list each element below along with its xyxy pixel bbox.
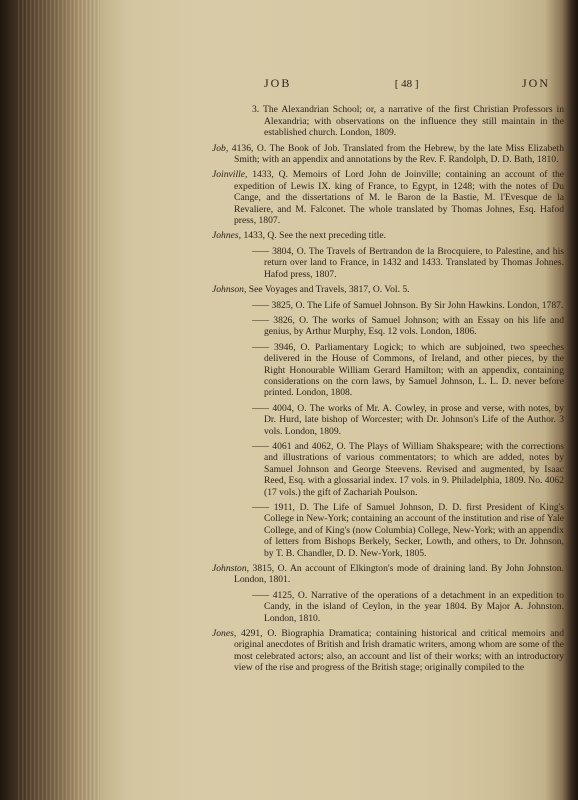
running-head-right: JON	[521, 76, 550, 90]
catalog-entry: Jones, 4291, O. Biographia Dramatica; containing historical and critical memoirs and original anecdotes of British and Irish dramatic writers, among whom are some of the most celebrated actors; also, an account and list of their works; with an introductory view of the rise and progress of the British stage; originally compiled to the	[212, 628, 564, 674]
running-head-left: JOB	[264, 76, 292, 90]
catalog-entry: Job, 4136, O. The Book of Job. Translated from the Hebrew, by the late Miss Elizabeth Smith; with an appendix and annotations by the Rev. F. Randolph, D. D. Bath, 1810.	[212, 142, 564, 166]
catalog-entry: —— 3825, O. The Life of Samuel Johnson. By Sir John Hawkins. London, 1787.	[252, 299, 564, 311]
catalog-entry: —— 3826, O. The works of Samuel Johnson; with an Essay on his life and genius, by Arthur Murphy, Esq. 12 vols. London, 1806.	[252, 314, 564, 338]
catalog-entry: Joinville, 1433, Q. Memoirs of Lord John de Joinville; containing an account of the expedition of Lewis IX. king of France, to Egypt, in 1248; with the notes of Du Cange, and the dissertations of M. le Baron de la Bastie, M. l'Evesque de la Revaliere, and M. Falconet. The whole translated by Thomas Johnes, Esq. Hafod press, 1807.	[212, 169, 564, 227]
page-text	[212, 78, 564, 678]
catalog-entry: Johnson, See Voyages and Travels, 3817, O. Vol. 5.	[212, 284, 410, 296]
running-head	[264, 78, 550, 90]
catalog-entry: —— 4004, O. The works of Mr. A. Cowley, in prose and verse, with notes, by Dr. Hurd, late bishop of Worcester; with Dr. Johnson's Life of the Author. 3 vols. London, 1809.	[252, 402, 564, 437]
catalog-entry: Johnes, 1433, Q. See the next preceding title.	[212, 230, 386, 242]
page-number: [ 48 ]	[394, 78, 419, 90]
page-edges	[18, 0, 100, 800]
catalog-entry: —— 4061 and 4062, O. The Plays of William Shakspeare; with the corrections and illustrations of various commentators; to which are added, notes by Samuel Johnson and George Steevens. Revised and augmented, by Isaac Reed, Esq. with a glossarial index. 17 vols. in 9. Philadelphia, 1809. No. 4062 (17 vols.) the gift of Zachariah Poulson.	[252, 440, 564, 498]
catalog-entry: —— 1911, D. The Life of Samuel Johnson, D. D. first President of King's College in New-York; containing an account of the institution and rise of Yale College, and of King's (now Columbia) College, New-York; with an appendix of letters from Bishops Berkely, Secker, Lowth, and others, to Dr. Johnson, by T. B. Chandler, D. D. New-York, 1805.	[252, 502, 564, 559]
catalog-entry: 3. The Alexandrian School; or, a narrative of the first Christian Professors in Alexandria; with observations on the influence they still maintain in the established church. London, 1809.	[252, 104, 564, 139]
catalog-entry: —— 3804, O. The Travels of Bertrandon de la Brocquiere, to Palestine, and his return over land to France, in 1432 and 1433. Translated by Thomas Johnes. Hafod press, 1807.	[252, 245, 564, 280]
catalog-entry: Johnston, 3815, O. An account of Elkington's mode of draining land. By John Johnston. London, 1801.	[212, 563, 564, 586]
catalog-entry: —— 3946, O. Parliamentary Logick; to which are subjoined, two speeches delivered in the House of Commons, of Ireland, and other pieces, by the Right Honourable William Gerard Hamilton; with an appendix, containing considerations on the corn laws, by Samuel Johnson, L. L. D. never before printed. London, 1808.	[252, 341, 564, 399]
catalog-entry: —— 4125, O. Narrative of the operations of a detachment in an expedition to Candy, in the island of Ceylon, in the year 1804. By Major A. Johnston. London, 1810.	[252, 589, 564, 624]
